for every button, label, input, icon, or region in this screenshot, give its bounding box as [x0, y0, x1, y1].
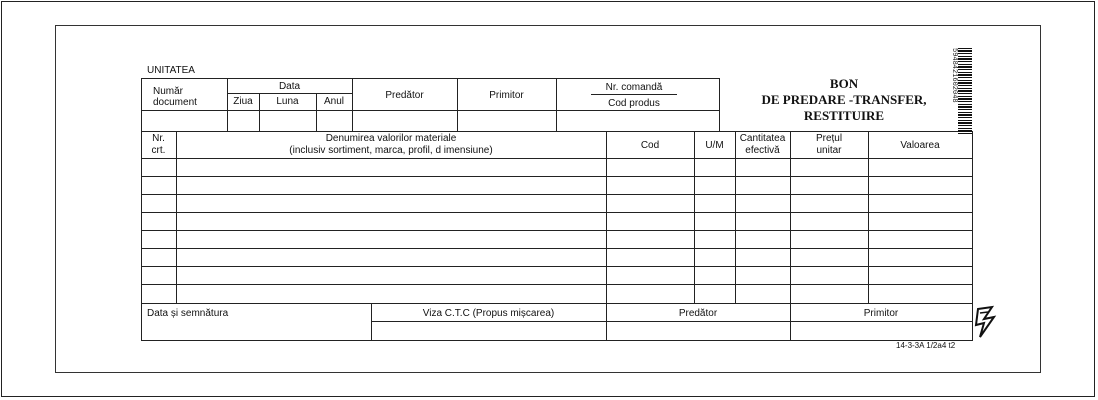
row-line	[141, 284, 973, 285]
table-top	[141, 131, 973, 132]
receiver-label: Primitor	[489, 90, 524, 101]
table-bottom	[141, 303, 973, 304]
doc-no-label: Număr	[153, 86, 184, 97]
month-label: Luna	[276, 96, 299, 107]
footer-receiver: Primitor	[863, 308, 899, 319]
col-nr-crt: Nr.	[152, 133, 165, 144]
v-um	[694, 131, 695, 303]
row-line	[141, 194, 973, 195]
footer-ctc: Viza C.T.C (Propus mișcarea)	[422, 308, 555, 319]
row-line	[141, 176, 973, 177]
product-code-label: Cod produs	[608, 98, 660, 109]
col-price-2: unitar	[816, 145, 842, 156]
footer-bottom	[141, 340, 973, 341]
v-left	[141, 78, 142, 340]
date-split-line	[227, 93, 352, 94]
v-nr	[176, 131, 177, 303]
col-price: Prețul	[815, 133, 843, 144]
doc-no-label-2: document	[153, 97, 197, 108]
col-qty-2: efectivă	[745, 145, 780, 156]
v-value	[868, 131, 869, 303]
year-label: Anul	[323, 96, 344, 107]
order-underline	[591, 94, 677, 95]
col-code: Cod	[640, 140, 660, 151]
barcode-number: 5948421602048	[950, 48, 958, 103]
title-line-3: RESTITUIRE	[803, 108, 885, 123]
row-line	[141, 266, 973, 267]
form-title	[732, 76, 956, 124]
footer-mid	[371, 321, 973, 322]
unit-label: UNITATEA	[147, 65, 195, 76]
giver-label: Predător	[385, 90, 424, 101]
v-qty	[735, 131, 736, 303]
col-material-name: Denumirea valorilor materiale	[325, 133, 457, 144]
day-label: Ziua	[233, 96, 253, 107]
col-value: Valoarea	[900, 140, 940, 151]
footer-date-sign: Data și semnătura	[147, 308, 229, 319]
col-nr-crt-2: crt.	[151, 145, 166, 156]
barcode-icon	[958, 48, 972, 136]
col-um: U/M	[705, 140, 724, 151]
v-header-right	[719, 78, 720, 131]
row-line	[141, 248, 973, 249]
row-line	[141, 230, 973, 231]
title-line-2: DE PREDARE -TRANSFER,	[761, 92, 927, 107]
col-qty: Cantitatea	[739, 133, 786, 144]
table-head-bottom	[141, 158, 973, 159]
publisher-logo-icon	[974, 305, 998, 346]
v-right	[972, 131, 973, 340]
v-date-right	[352, 78, 353, 131]
col-material-name-2: (inclusiv sortiment, marca, profil, d imensiune)	[289, 145, 493, 156]
date-label: Data	[278, 81, 301, 92]
row-line	[141, 212, 973, 213]
footer-giver: Predător	[678, 308, 718, 319]
title-line-1: BON	[829, 76, 859, 91]
order-no-label: Nr. comandă	[605, 82, 663, 93]
form-reference-code: 14-3-3A 1/2a4 t2	[896, 341, 956, 350]
v-giver-receiver	[457, 78, 458, 131]
